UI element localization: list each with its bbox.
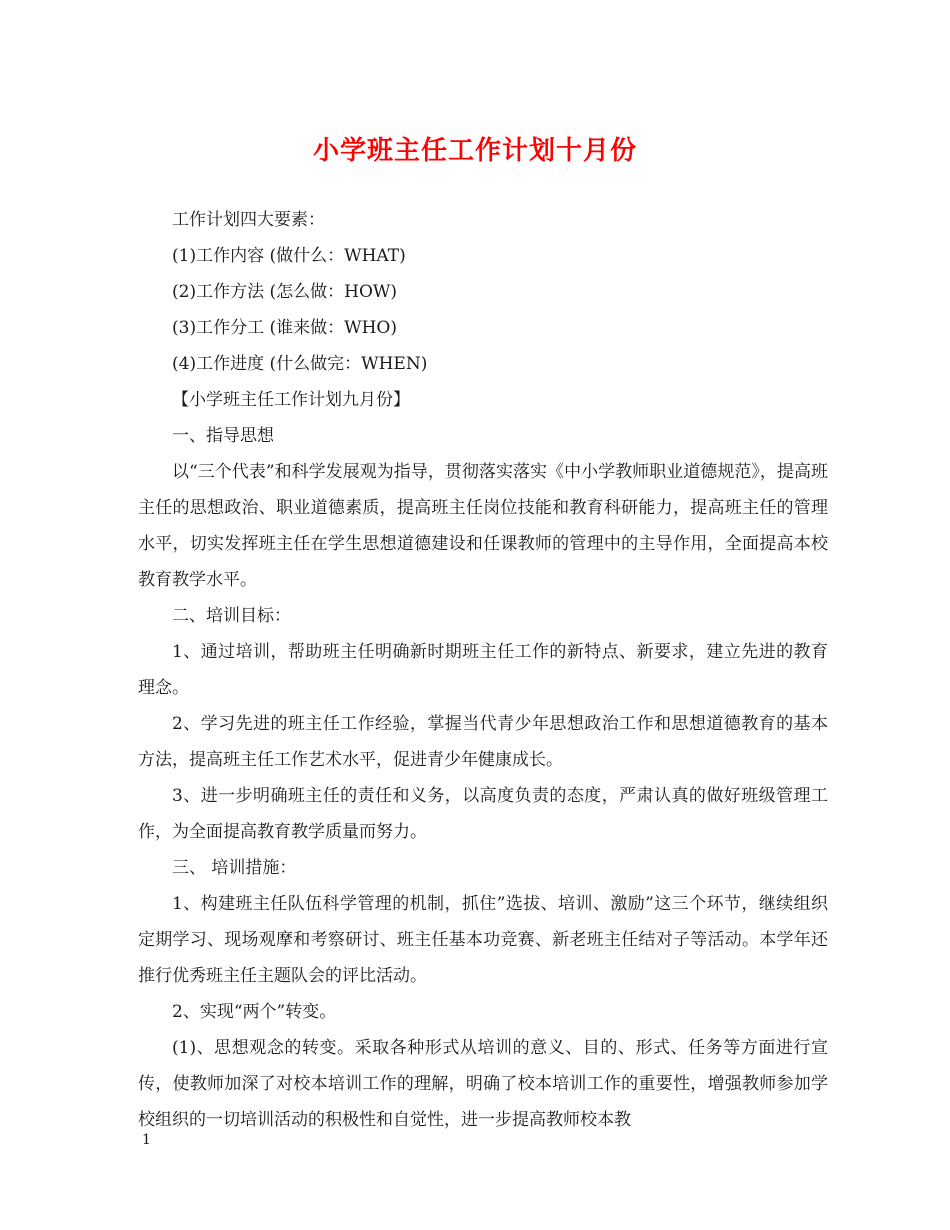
paragraph: 工作计划四大要素： — [172, 210, 325, 230]
paragraph: 二、培训目标： — [172, 606, 291, 626]
paragraph: 2、学习先进的班主任工作经验，掌握当代青少年思想政治工作和思想道德教育的基本方法，提高班主任工作艺术水平，促进青少年健康成长。 — [138, 714, 828, 770]
page-number: 1 — [142, 1132, 151, 1148]
paragraph: (1)工作内容 (做什么：WHAT) — [172, 246, 406, 266]
paragraph: 以“三个代表”和科学发展观为指导，贯彻落实落实《中小学教师职业道德规范》，提高班主任的思想政治、职业道德素质，提高班主任岗位技能和教育科研能力，提高班主任的管理水平，切实发挥班主任在学生思想道德建设和任课教师的管理中的主导作用，全面提高本校教育教学水平。 — [138, 462, 828, 590]
paragraph: 1、构建班主任队伍科学管理的机制，抓住”选拔、培训、激励”这三个环节，继续组织定期学习、现场观摩和考察研讨、班主任基本功竞赛、新老班主任结对子等活动。本学年还推行优秀班主任主题队会的评比活动。 — [138, 894, 828, 986]
document-body — [138, 202, 828, 1138]
paragraph: (2)工作方法 (怎么做：HOW) — [172, 282, 397, 302]
paragraph: (4)工作进度 (什么做完：WHEN) — [172, 354, 428, 374]
paragraph: 【小学班主任工作计划九月份】 — [172, 390, 410, 410]
paragraph: 一、指导思想 — [172, 426, 274, 446]
paragraph: (3)工作分工 (谁来做：WHO) — [172, 318, 397, 338]
paragraph: 1、通过培训，帮助班主任明确新时期班主任工作的新特点、新要求，建立先进的教育理念。 — [138, 642, 828, 698]
document-title: 小学班主任工作计划十月份 — [312, 136, 637, 166]
paragraph: 2、实现“两个”转变。 — [172, 1002, 337, 1022]
paragraph: 3、进一步明确班主任的责任和义务，以高度负责的态度，严肃认真的做好班级管理工作，为全面提高教育教学质量而努力。 — [138, 786, 828, 842]
paragraph: 三、 培训措施： — [172, 858, 297, 878]
paragraph: (1)、思想观念的转变。采取各种形式从培训的意义、目的、形式、任务等方面进行宣传，使教师加深了对校本培训工作的理解，明确了校本培训工作的重要性，增强教师参加学校组织的一切培训活动的积极性和自觉性，进一步提高教师校本教 — [138, 1038, 828, 1130]
